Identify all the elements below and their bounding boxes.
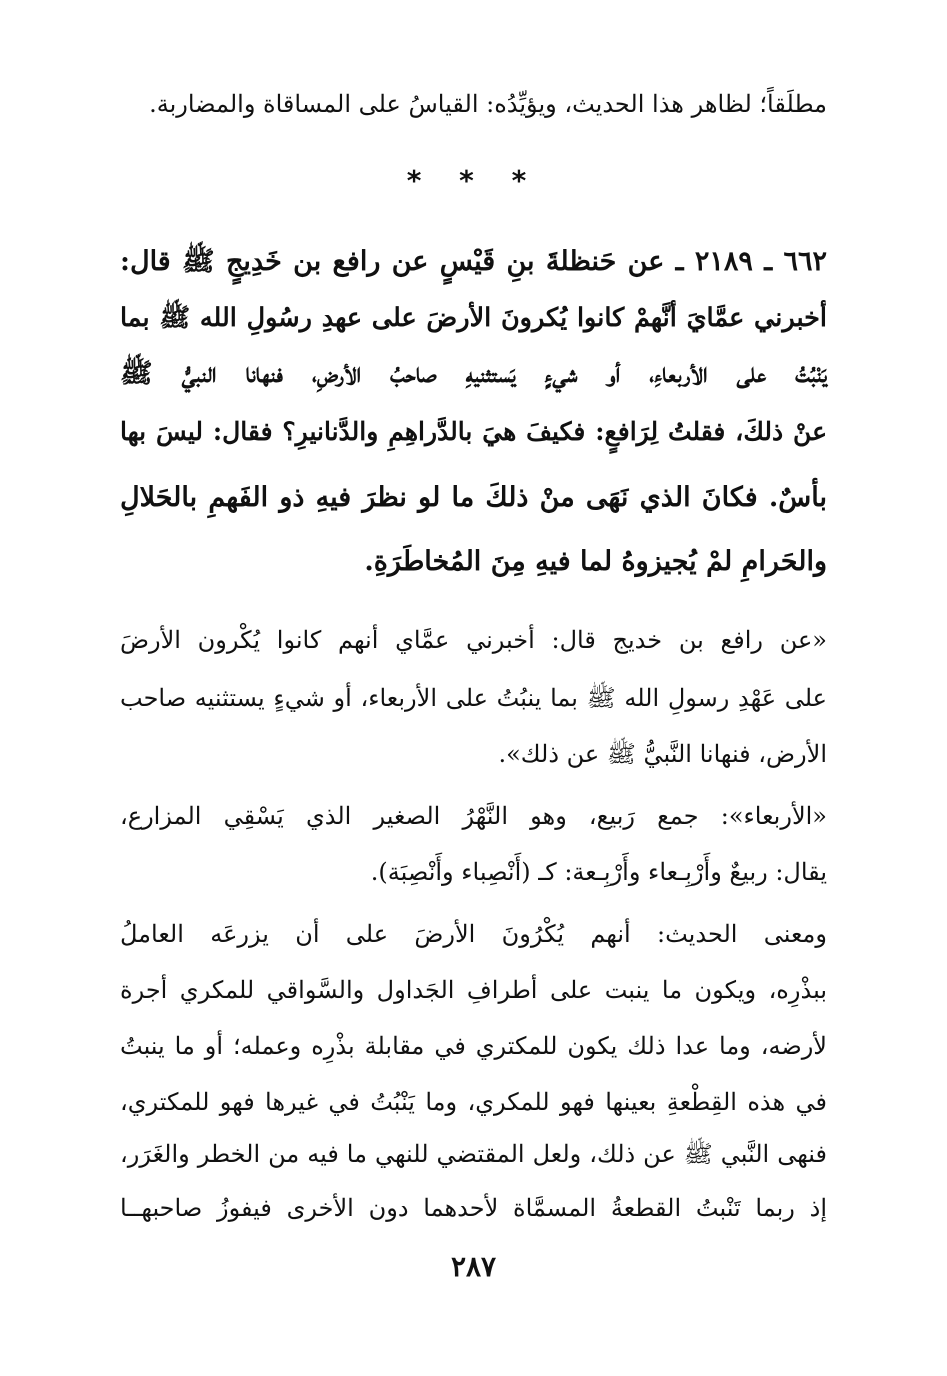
meaning-line: في هذه القِطْعةِ بعينها فهو للمكري، وما يَنْبُتُ في غيرها فهو للمكتري، bbox=[120, 1088, 827, 1116]
meaning-line: إذ ربما تَنْبتُ القطعةُ المسمَّاة لأحدهما دون الأخرى فيفوزُ صاحبهــا bbox=[120, 1194, 827, 1222]
hadith-line: يَنْبُتُ على الأربعاءِ، أو شيءٍ يَستثنيهِ صاحبُ الأرضِ، فنهانا النبيُّ ﷺ bbox=[120, 358, 827, 389]
hadith-line: والحَرامِ لمْ يُجيزوهُ لما فيهِ مِنَ المُخاطَرَةِ. bbox=[364, 546, 827, 577]
page-number: ٢٨٧ bbox=[450, 1250, 497, 1283]
hadith-line: ٦٦٢ ـ ٢١٨٩ ـ عن حَنظلةَ بنِ قَيْسٍ عن رافع بن خَدِيجٍ ﷺ قال: bbox=[120, 246, 827, 277]
quote-line: الأرض، فنهانا النَّبيُّ ﷺ عن ذلك». bbox=[498, 740, 827, 768]
meaning-line: فنهى النَّبي ﷺ عن ذلك، ولعل المقتضي للنهي ما فيه من الخطر والغَرَر، bbox=[120, 1140, 827, 1168]
hadith-line: أخبرني عمَّايَ أنَّهمْ كانوا يُكرونَ الأرضَ على عهدِ رسُولِ الله ﷺ بما bbox=[120, 303, 827, 333]
definition-line: «الأربعاء»: جمع رَبيع، وهو النَّهْرُ الصغير الذي يَسْقِي المزارع، bbox=[120, 802, 827, 830]
meaning-line: لأرضه، وما عدا ذلك يكون للمكتري في مقابلة بذْرِه وعمله؛ أو ما ينبتُ bbox=[120, 1032, 827, 1060]
meaning-line: ومعنى الحديث: أنهم يُكْرُونَ الأرضَ على أن يزرعَه العاملُ bbox=[120, 920, 827, 948]
quote-line: على عَهْدِ رسولِ الله ﷺ بما ينبُتُ على الأربعاء، أو شيءٍ يستثنيه صاحب bbox=[120, 684, 827, 712]
hadith-line: بأسٌ. فكانَ الذي نَهَى منْ ذلكَ ما لو نظرَ فيهِ ذو الفَهمِ بالحَلالِ bbox=[120, 482, 827, 513]
quote-line: «عن رافع بن خديج قال: أخبرني عمَّاي أنهم كانوا يُكْرون الأرضَ bbox=[120, 626, 827, 654]
definition-line: يقال: ربيعٌ وأَرْبِـعاء وأَرْبِـعة: كـ (أَنْصِباء وأَنْصِبَة). bbox=[370, 858, 827, 886]
meaning-line: ببذْرِه، ويكون ما ينبت على أطرافِ الجَداول والسَّواقي للمكري أجرة bbox=[120, 976, 827, 1004]
section-separator: * * * bbox=[406, 164, 541, 197]
top-line: مطلَقاً؛ لظاهر هذا الحديث، ويؤيِّدُه: القياسُ على المساقاة والمضاربة. bbox=[149, 90, 827, 118]
hadith-line: عنْ ذلكَ، فقلتُ لِرَافعٍ: فكيفَ هيَ بالدَّراهِمِ والدَّنانيرِ؟ فقال: ليسَ بها bbox=[120, 417, 827, 446]
